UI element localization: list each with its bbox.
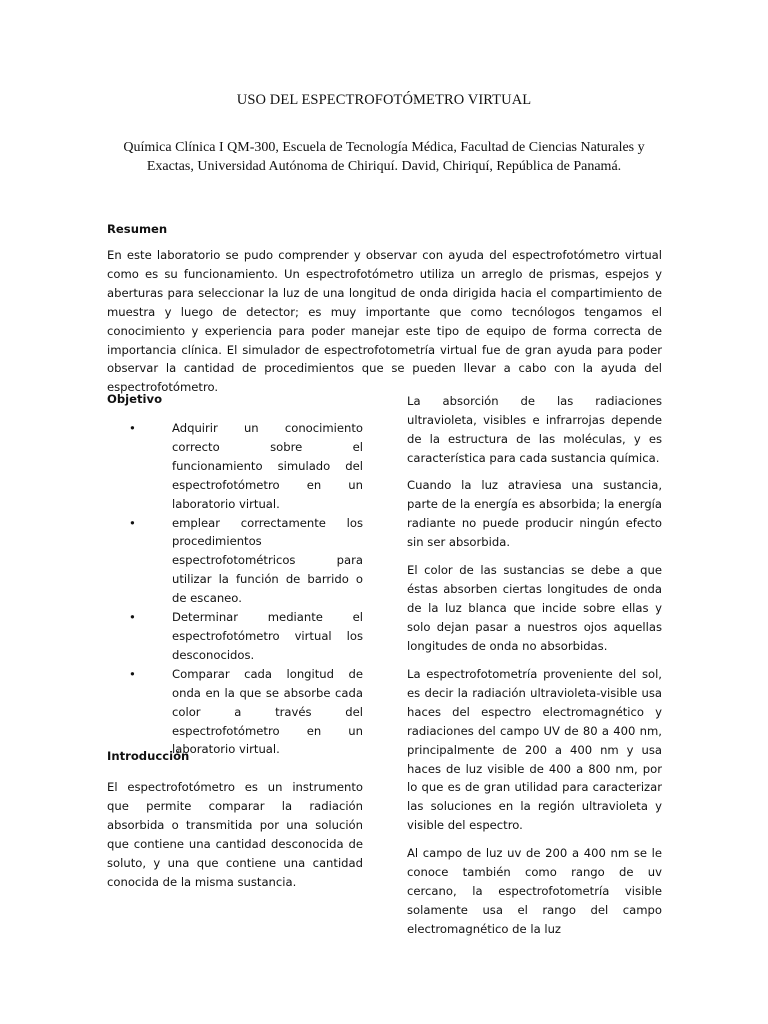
bullet-icon: • [129,610,136,625]
right-paragraph-1: La absorción de las radiaciones ultravioleta, visibles e infrarrojas depende de la estructura de las moléculas, y es característica para cada sustancia química. [407,394,662,465]
objectives-list [107,419,363,759]
objective-text: Determinar mediante el espectrofotómetro virtual los desconocidos. [172,610,363,662]
list-item [107,514,363,609]
abstract-text: En este laboratorio se pudo comprender y observar con ayuda del espectrofotómetro virtual como es su funcionamiento. Un espectrofotómetro utiliza un arreglo de prismas, espejos y aberturas para seleccionar la luz de una longitud de onda dirigida hacia el compartimiento de muestra y luego de detector; es muy importante que como tecnólogos tengamos el conocimiento y experiencia para poder manejar este tipo de equipo de forma correcta de importancia clínica. El simulador de espectrofotometría virtual fue de gran ayuda para poder observar la cantidad de procedimientos que se pueden llevar a cabo con la ayuda del espectrofotómetro. [107,248,662,395]
list-item [107,419,363,514]
resumen-heading: Resumen [107,222,168,236]
right-paragraph-5: Al campo de luz uv de 200 a 400 nm se le conoce también como rango de uv cercano, la espectrofotometría visible solamente usa el rango del campo electromagnético de la luz [407,846,662,936]
right-paragraph-3: El color de las sustancias se debe a que éstas absorben ciertas longitudes de onda de la luz blanca que incide sobre ellas y solo dejan pasar a nuestros ojos aquellas longitudes de onda no absorbidas. [407,563,662,653]
paper-title: USO DEL ESPECTROFOTÓMETRO VIRTUAL [236,92,532,108]
introduccion-heading: Introducción [107,749,190,763]
objetivo-heading: Objetivo [107,392,163,406]
bullet-icon: • [129,515,136,530]
objective-text: emplear correctamente los procedimientos espectrofotométricos para utilizar la función de barrido o de escaneo. [172,515,363,606]
list-item [107,608,363,665]
objective-text: Comparar cada longitud de onda en la que se absorbe cada color a través del espectrofotómetro en un laboratorio virtual. [172,666,363,757]
list-item [107,665,363,760]
right-paragraph-4: La espectrofotometría proveniente del sol, es decir la radiación ultravioleta-visible usa haces del espectro electromagnético y radiaciones del campo UV de 80 a 400 nm, principalmente de 200 a 400 nm y usa haces de luz visible de 400 a 800 nm, por lo que es de gran utilidad para caracterizar las soluciones en la región ultravioleta y visible del espectro. [407,667,662,833]
objective-text: Adquirir un conocimiento correcto sobre el funcionamiento simulado del espectrofotómetro en un laboratorio virtual. [172,421,363,511]
right-paragraph-2: Cuando la luz atraviesa una sustancia, parte de la energía es absorbida; la energía radiante no puede producir ningún efecto sin ser absorbida. [407,478,662,549]
affiliation: Química Clínica I QM-300, Escuela de Tecnología Médica, Facultad de Ciencias Naturales y Exactas, Universidad Autónoma de Chiriquí. David, Chiriquí, República de Panamá. [123,140,645,174]
bullet-icon: • [129,666,136,681]
bullet-icon: • [129,421,136,435]
introduction-text: El espectrofotómetro es un instrumento que permite comparar la radiación absorbida o transmitida por una solución que contiene una cantidad desconocida de soluto, y una que contiene una cantidad conocida de la misma sustancia. [107,780,363,889]
